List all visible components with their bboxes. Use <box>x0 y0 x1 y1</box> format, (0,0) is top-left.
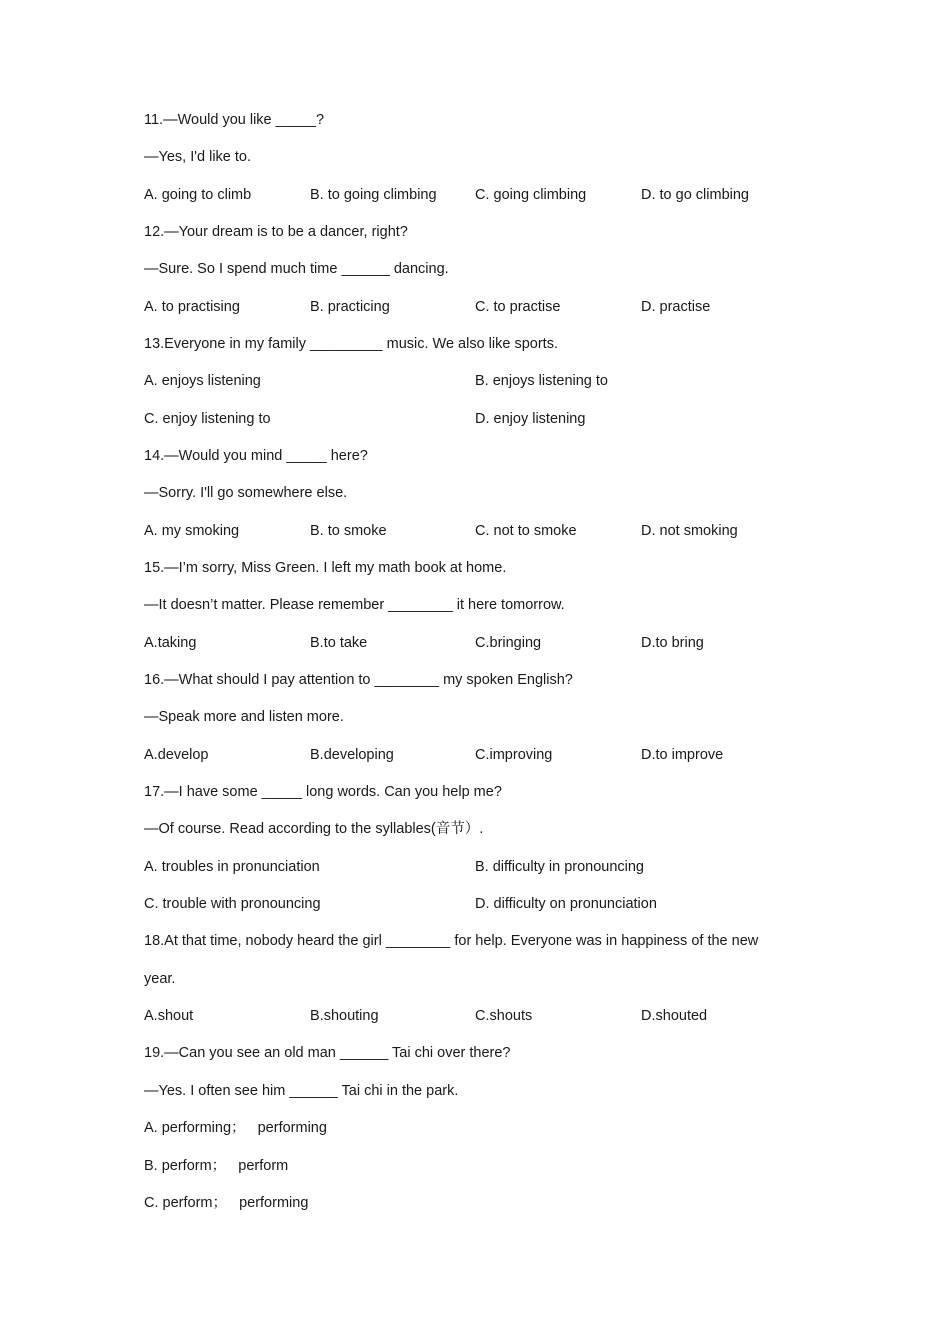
question-14-option-b: B. to smoke <box>310 523 387 539</box>
question-17-option-c: C. trouble with pronouncing <box>144 896 321 912</box>
question-11-stem: 11.—Would you like _____? <box>144 112 325 128</box>
question-11-reply: —Yes, I'd like to. <box>144 149 252 165</box>
question-18-stem-continued: year. <box>144 971 176 987</box>
question-14-stem: 14.—Would you mind _____ here? <box>144 448 368 464</box>
question-16-option-d: D.to improve <box>641 747 724 763</box>
question-16-stem: 16.—What should I pay attention to ________ my spoken English? <box>144 672 573 688</box>
question-12-option-d: D. practise <box>641 299 711 315</box>
question-19-reply: —Yes. I often see him ______ Tai chi in the park. <box>144 1083 459 1099</box>
question-11-option-a: A. going to climb <box>144 187 252 203</box>
question-18-option-b: B.shouting <box>310 1008 379 1024</box>
question-17-option-d: D. difficulty on pronunciation <box>475 896 657 912</box>
question-17-option-a: A. troubles in pronunciation <box>144 859 320 875</box>
question-11-option-d: D. to go climbing <box>641 187 749 203</box>
question-15-stem: 15.—I’m sorry, Miss Green. I left my math book at home. <box>144 560 507 576</box>
question-14-reply: —Sorry. I'll go somewhere else. <box>144 485 348 501</box>
question-12-option-a: A. to practising <box>144 299 240 315</box>
question-12-stem: 12.—Your dream is to be a dancer, right? <box>144 224 408 240</box>
question-13-option-b: B. enjoys listening to <box>475 373 608 389</box>
question-16-option-c: C.improving <box>475 747 553 763</box>
question-15-option-a: A.taking <box>144 635 197 651</box>
question-19-stem: 19.—Can you see an old man ______ Tai chi over there? <box>144 1045 511 1061</box>
question-19-option-b: B. perform； perform <box>144 1158 289 1174</box>
question-14-option-d: D. not smoking <box>641 523 738 539</box>
question-15-reply: —It doesn’t matter. Please remember ________ it here tomorrow. <box>144 597 565 613</box>
question-16-reply: —Speak more and listen more. <box>144 709 344 725</box>
question-14-option-a: A. my smoking <box>144 523 240 539</box>
question-17-stem: 17.—I have some _____ long words. Can you help me? <box>144 784 502 800</box>
question-19-option-c: C. perform； performing <box>144 1195 309 1211</box>
question-17-reply: —Of course. Read according to the syllables(音节）. <box>144 821 484 837</box>
question-15-option-b: B.to take <box>310 635 368 651</box>
question-17-option-b: B. difficulty in pronouncing <box>475 859 645 875</box>
question-19-option-a: A. performing； performing <box>144 1120 327 1136</box>
question-16-option-a: A.develop <box>144 747 209 763</box>
question-15-option-c: C.bringing <box>475 635 542 651</box>
question-13-option-c: C. enjoy listening to <box>144 411 271 427</box>
question-13-stem: 13.Everyone in my family _________ music. We also like sports. <box>144 336 558 352</box>
question-18-option-d: D.shouted <box>641 1008 708 1024</box>
question-12-option-b: B. practicing <box>310 299 390 315</box>
question-18-option-a: A.shout <box>144 1008 194 1024</box>
question-18-option-c: C.shouts <box>475 1008 533 1024</box>
question-18-stem: 18.At that time, nobody heard the girl ________ for help. Everyone was in happiness of the new <box>144 933 759 949</box>
question-11-option-b: B. to going climbing <box>310 187 437 203</box>
question-16-option-b: B.developing <box>310 747 394 763</box>
question-12-reply: —Sure. So I spend much time ______ dancing. <box>144 261 449 277</box>
question-15-option-d: D.to bring <box>641 635 704 651</box>
question-13-option-a: A. enjoys listening <box>144 373 261 389</box>
question-11-option-c: C. going climbing <box>475 187 587 203</box>
question-13-option-d: D. enjoy listening <box>475 411 586 427</box>
question-12-option-c: C. to practise <box>475 299 561 315</box>
question-14-option-c: C. not to smoke <box>475 523 577 539</box>
